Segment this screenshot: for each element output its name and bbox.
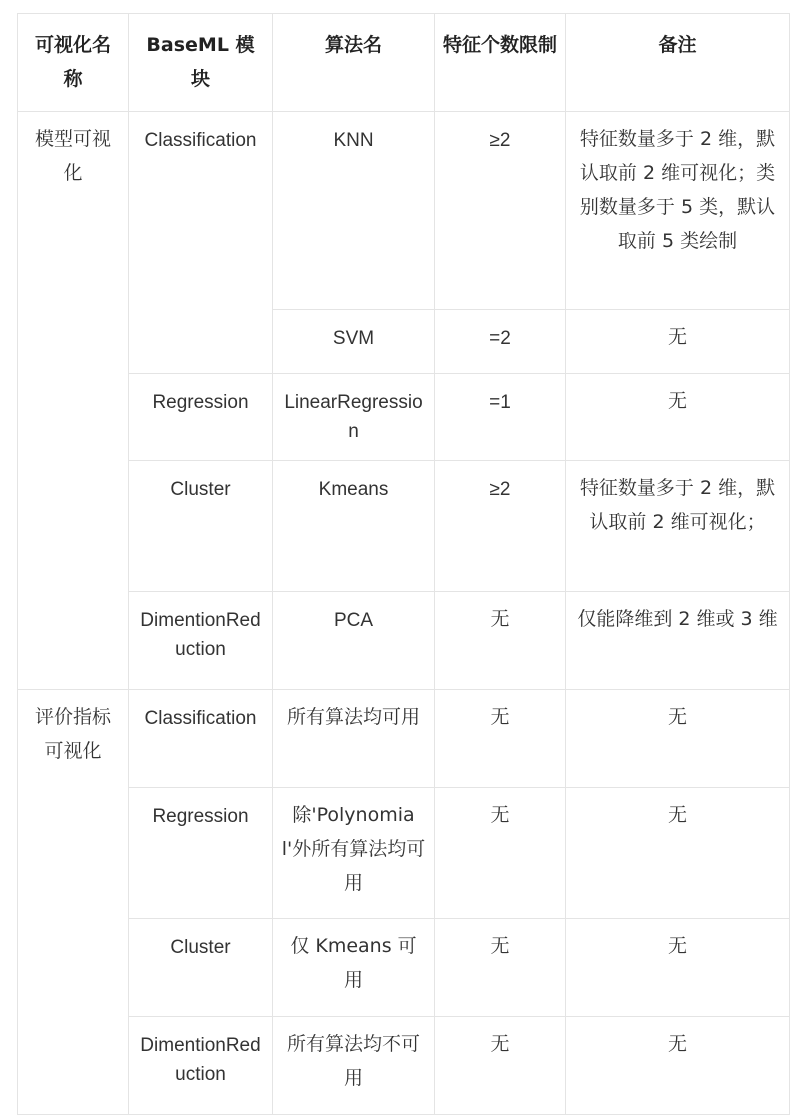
- algorithm-cell: 除'Polynomial'外所有算法均可用: [273, 788, 435, 919]
- module-cell: Cluster: [129, 461, 273, 592]
- header-row: [18, 14, 790, 112]
- note-cell: 特征数量多于 2 维，默认取前 2 维可视化；类别数量多于 5 类，默认取前 5 类绘制: [566, 112, 790, 310]
- feature-limit-cell: 无: [435, 592, 566, 690]
- note-cell: 无: [566, 374, 790, 461]
- table-header: [18, 14, 790, 112]
- feature-limit-cell: 无: [435, 690, 566, 788]
- table-row: [18, 374, 790, 461]
- algorithm-cell: SVM: [273, 310, 435, 374]
- algorithm-cell: LinearRegression: [273, 374, 435, 461]
- module-cell: Regression: [129, 374, 273, 461]
- header-algorithm-name: 算法名: [273, 14, 435, 112]
- feature-limit-cell: =2: [435, 310, 566, 374]
- note-cell: 仅能降维到 2 维或 3 维: [566, 592, 790, 690]
- module-cell: Cluster: [129, 919, 273, 1017]
- feature-limit-cell: 无: [435, 919, 566, 1017]
- feature-limit-cell: 无: [435, 1017, 566, 1115]
- feature-limit-cell: ≥2: [435, 461, 566, 592]
- algorithm-cell: PCA: [273, 592, 435, 690]
- module-cell: DimentionReduction: [129, 1017, 273, 1115]
- header-visualization-name: 可视化名称: [18, 14, 129, 112]
- table-row: [18, 919, 790, 1017]
- group-evaluation-visualization: 评价指标可视化: [18, 690, 129, 1115]
- table-row: [18, 112, 790, 310]
- header-feature-limit: 特征个数限制: [435, 14, 566, 112]
- group-model-visualization: 模型可视化: [18, 112, 129, 690]
- algorithm-cell: 所有算法均不可用: [273, 1017, 435, 1115]
- feature-limit-cell: 无: [435, 788, 566, 919]
- algorithm-cell: Kmeans: [273, 461, 435, 592]
- note-cell: 特征数量多于 2 维，默认取前 2 维可视化；: [566, 461, 790, 592]
- feature-limit-cell: ≥2: [435, 112, 566, 310]
- module-cell: DimentionReduction: [129, 592, 273, 690]
- note-cell: 无: [566, 919, 790, 1017]
- algorithm-cell: 仅 Kmeans 可用: [273, 919, 435, 1017]
- visualization-support-table: [17, 13, 790, 1115]
- module-cell: Classification: [129, 690, 273, 788]
- algorithm-cell: 所有算法均可用: [273, 690, 435, 788]
- note-cell: 无: [566, 690, 790, 788]
- algorithm-cell: KNN: [273, 112, 435, 310]
- table-row: [18, 788, 790, 919]
- module-cell: Regression: [129, 788, 273, 919]
- table-row: [18, 592, 790, 690]
- table-row: [18, 690, 790, 788]
- feature-limit-cell: =1: [435, 374, 566, 461]
- note-cell: 无: [566, 788, 790, 919]
- note-cell: 无: [566, 310, 790, 374]
- header-note: 备注: [566, 14, 790, 112]
- table-body: [18, 112, 790, 1115]
- table-row: [18, 1017, 790, 1115]
- table-row: [18, 461, 790, 592]
- header-baseml-module: BaseML 模块: [129, 14, 273, 112]
- note-cell: 无: [566, 1017, 790, 1115]
- module-cell: Classification: [129, 112, 273, 374]
